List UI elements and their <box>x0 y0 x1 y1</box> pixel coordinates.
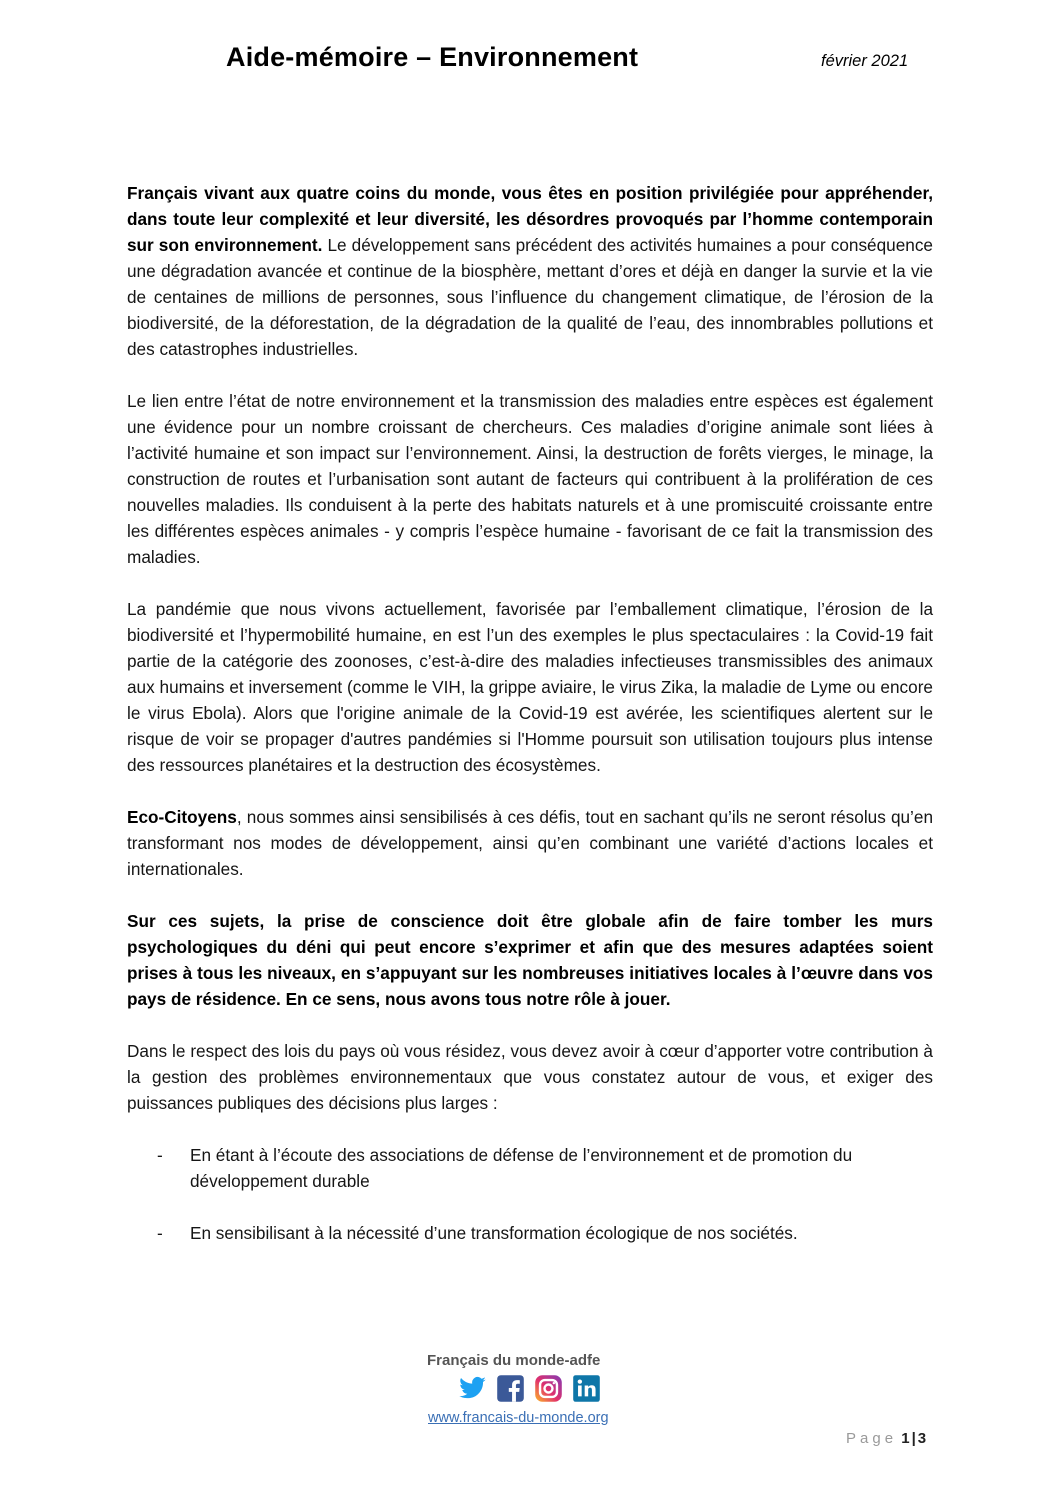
list-item <box>127 1142 933 1194</box>
paragraph-intro <box>127 180 933 362</box>
list-item <box>127 1220 933 1246</box>
document-title: Aide-mémoire – Environnement <box>226 42 639 72</box>
organization-name: Français du monde-adfe <box>427 1352 601 1369</box>
paragraph-awareness: Sur ces sujets, la prise de conscience doit être globale afin de faire tomber les murs psychologiques du déni qui peut encore s’exprimer et afin que des mesures adaptées soient prises à tous les niveaux, en s’appuyant sur les nombreuses initiatives locales à l’œuvre dans vos pays de résidence. En ce sens, nous avons tous notre rôle à jouer. <box>127 911 933 1009</box>
page-label: Page <box>846 1430 898 1447</box>
dash-bullet: - <box>157 1145 163 1165</box>
paragraph-eco-citizens-bold: Eco-Citoyens <box>127 807 237 827</box>
page-number <box>846 1430 926 1447</box>
paragraph-disease-link: Le lien entre l’état de notre environnement et la transmission des maladies entre espèces est également une évidence pour un nombre croissant de chercheurs. Ces maladies d’origine animale sont liées à l’activité humaine et son impact sur l’environnement. Ainsi, la destruction de forêts vierges, le minage, la construction de routes et l’urbanisation sont autant de facteurs qui contribuent à la prolifération de ces nouvelles maladies. Ils conduisent à la perte des habitats naturels et à une promiscuité croissante entre les différentes espèces animales - y compris l’espèce humaine - favorisant de ce fait la transmission des maladies. <box>127 391 933 567</box>
action-list <box>127 1142 933 1246</box>
linkedin-icon[interactable] <box>572 1374 601 1403</box>
instagram-icon[interactable] <box>534 1374 563 1403</box>
website-link[interactable]: www.francais-du-monde.org <box>428 1410 609 1426</box>
document-body <box>127 180 933 1272</box>
page-separator: | <box>911 1430 916 1447</box>
page-header <box>0 40 1058 90</box>
dash-bullet: - <box>157 1223 163 1243</box>
paragraph-intro-text: Le développement sans précédent des activités humaines a pour conséquence une dégradation avancée et continue de la biosphère, mettant d’ores et déjà en danger la survie et la vie de centaines de millions de personnes, sous l’influence du changement climatique, de l’érosion de la biodiversité, de la déforestation, de la dégradation de la qualité de l’eau, des innombrables pollutions et des catastrophes industrielles. <box>127 235 933 359</box>
facebook-icon[interactable] <box>496 1374 525 1403</box>
twitter-icon[interactable] <box>458 1374 487 1403</box>
paragraph-eco-citizens <box>127 804 933 882</box>
page-footer <box>0 1350 1058 1470</box>
paragraph-intro-bold: Français vivant aux quatre coins du monde, vous êtes en position privilégiée pour appréhender, dans toute leur complexité et leur diversité, les désordres provoqués par l’homme contemporain sur son environnement. <box>127 183 933 255</box>
social-links <box>458 1374 601 1403</box>
paragraph-respect-laws: Dans le respect des lois du pays où vous résidez, vous devez avoir à cœur d’apporter votre contribution à la gestion des problèmes environnementaux que vous constatez autour de vous, et exiger des puissances publiques des décisions plus larges : <box>127 1041 933 1113</box>
page-total: 3 <box>917 1430 927 1447</box>
page-current: 1 <box>901 1430 910 1447</box>
paragraph-pandemic: La pandémie que nous vivons actuellement, favorisée par l’emballement climatique, l’érosion de la biodiversité et l’hypermobilité humaine, en est l’un des exemples le plus spectaculaires : la Covid-19 fait partie de la catégorie des zoonoses, c’est-à-dire des maladies infectieuses transmissibles des animaux aux humains et inversement (comme le VIH, la grippe aviaire, le virus Zika, la maladie de Lyme ou encore le virus Ebola). Alors que l'origine animale de la Covid-19 est avérée, les scientifiques alertent sur le risque de voir se propager d'autres pandémies si l'Homme poursuit son utilisation toujours plus intense des ressources planétaires et la destruction des écosystèmes. <box>127 599 933 775</box>
list-item-text: En étant à l’écoute des associations de défense de l’environnement et de promotion du développement durable <box>190 1145 853 1191</box>
list-item-text: En sensibilisant à la nécessité d’une transformation écologique de nos sociétés. <box>190 1223 798 1243</box>
paragraph-eco-citizens-text: , nous sommes ainsi sensibilisés à ces défis, tout en sachant qu’ils ne seront résolus qu’en transformant nos modes de développement, ainsi qu’en combinant une variété d’actions locales et internationales. <box>127 807 933 879</box>
document-date: février 2021 <box>821 52 909 70</box>
